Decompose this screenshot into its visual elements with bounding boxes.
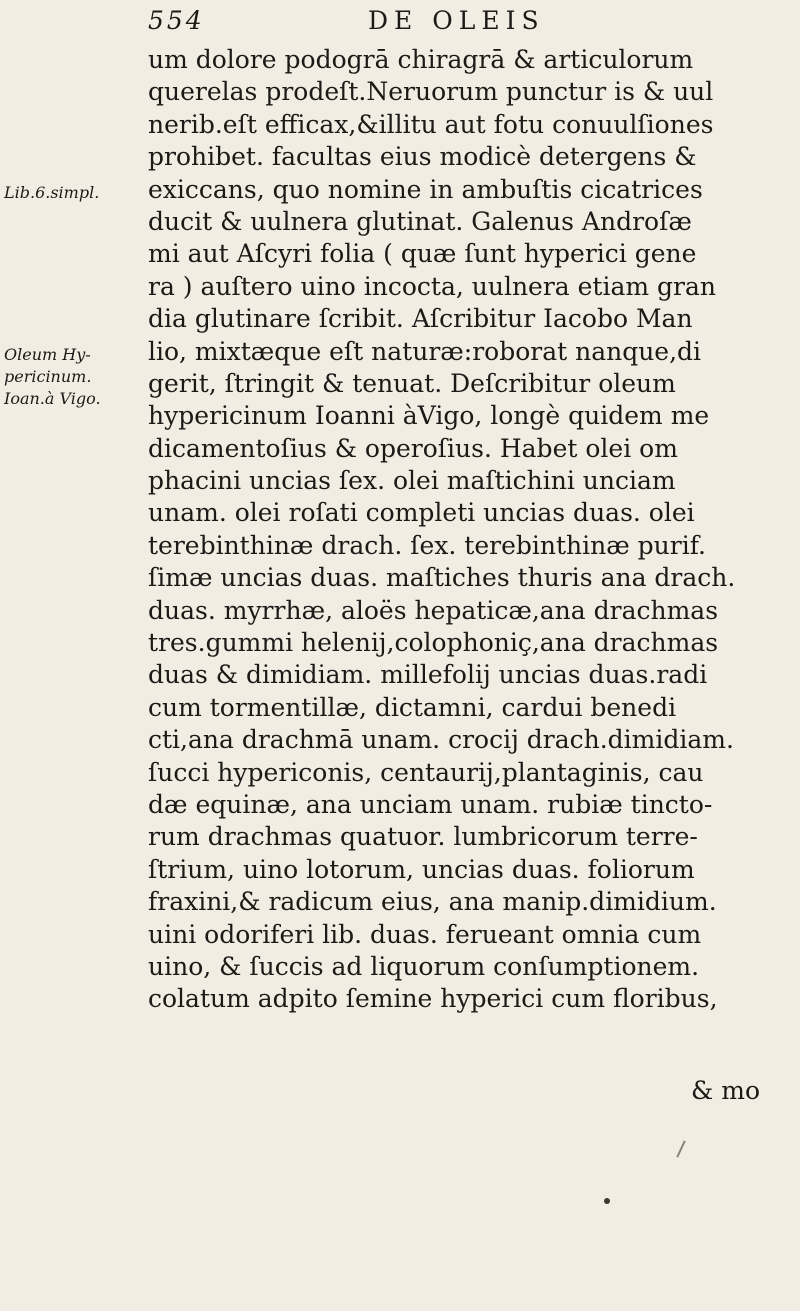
- text-line: dicamentoſius & operoſius. Habet olei om: [148, 433, 678, 463]
- margin-note-reference: [4, 182, 144, 204]
- text-line: hypericinum Ioanni àVigo, longè quidem me: [148, 401, 710, 431]
- text-line: um dolore podogrā chiragrā & articulorum: [148, 45, 694, 74]
- text-line: gerit, ſtringit & tenuat. Deſcribitur oleum: [148, 368, 676, 398]
- margin-note-line: pericinum.: [4, 367, 92, 386]
- text-line: phacini uncias ſex. olei maſtichini unciam: [148, 466, 676, 496]
- text-line: uino, & ſuccis ad liquorum conſumptionem.: [148, 951, 700, 981]
- catchword: & mo: [691, 1076, 760, 1105]
- text-line: lio, mixtæque eſt naturæ:roborat nanque,di: [148, 336, 702, 366]
- text-line: fraxini,& radicum eius, ana manip.dimidium.: [148, 887, 717, 917]
- text-line: dæ equinæ, ana unciam unam. rubiæ tincto-: [148, 789, 713, 819]
- text-line: terebinthinæ drach. ſex. terebinthinæ purif.: [148, 530, 707, 560]
- text-line: ducit & uulnera glutinat. Galenus Androſæ: [148, 206, 692, 236]
- text-line: unam. olei roſati completi uncias duas. olei: [148, 498, 695, 528]
- text-line: nerib.eſt efficax,&illitu aut fotu conuulſiones: [148, 109, 714, 139]
- text-line: querelas prodeſt.Neruorum punctur is & uul: [148, 77, 714, 107]
- text-line: tres.gummi helenij,colophoniç,ana drachmas: [148, 628, 719, 658]
- margin-note-line: Lib.6.simpl.: [4, 183, 100, 202]
- text-line: cum tormentillæ, dictamni, cardui benedi: [148, 692, 677, 722]
- text-line: ſtrium, uino lotorum, uncias duas. foliorum: [148, 854, 695, 884]
- text-line: uini odoriferi lib. duas. ferueant omnia cum: [148, 919, 702, 949]
- text-line: mi aut Aſcyri folia ( quæ ſunt hyperici gene: [148, 239, 697, 269]
- text-line: rum drachmas quatuor. lumbricorum terre-: [148, 822, 698, 852]
- margin-note-oleum: [4, 344, 144, 410]
- text-line: ſimæ uncias duas. maſtiches thuris ana drach.: [148, 563, 736, 593]
- text-line: duas. myrrhæ, aloës hepaticæ,ana drachmas: [148, 595, 719, 625]
- body-text: [148, 44, 788, 1016]
- text-line: colatum adpito ſemine hyperici cum floribus,: [148, 984, 718, 1014]
- text-line: exiccans, quo nomine in ambuſtis cicatrices: [148, 174, 703, 204]
- text-line: ra ) auſtero uino incocta, uulnera etiam gran: [148, 271, 716, 301]
- text-line: duas & dimidiam. millefolij uncias duas.radi: [148, 660, 708, 690]
- text-line: cti,ana drachmā unam. crocij drach.dimidiam.: [148, 725, 734, 755]
- page-header: [148, 6, 708, 42]
- ink-speck: [604, 1198, 610, 1204]
- page-number: 554: [148, 6, 205, 35]
- margin-note-line: Oleum Hy-: [4, 345, 91, 364]
- margin-note-line: Ioan.à Vigo.: [4, 389, 101, 408]
- text-line: ſucci hypericonis, centaurij,plantaginis, cau: [148, 757, 704, 787]
- text-line: dia glutinare ſcribit. Aſcribitur Iacobo Man: [148, 304, 693, 334]
- running-title: DE OLEIS: [368, 6, 545, 35]
- text-line: prohibet. facultas eius modicè detergens &: [148, 142, 697, 172]
- ink-stroke: [676, 1140, 685, 1157]
